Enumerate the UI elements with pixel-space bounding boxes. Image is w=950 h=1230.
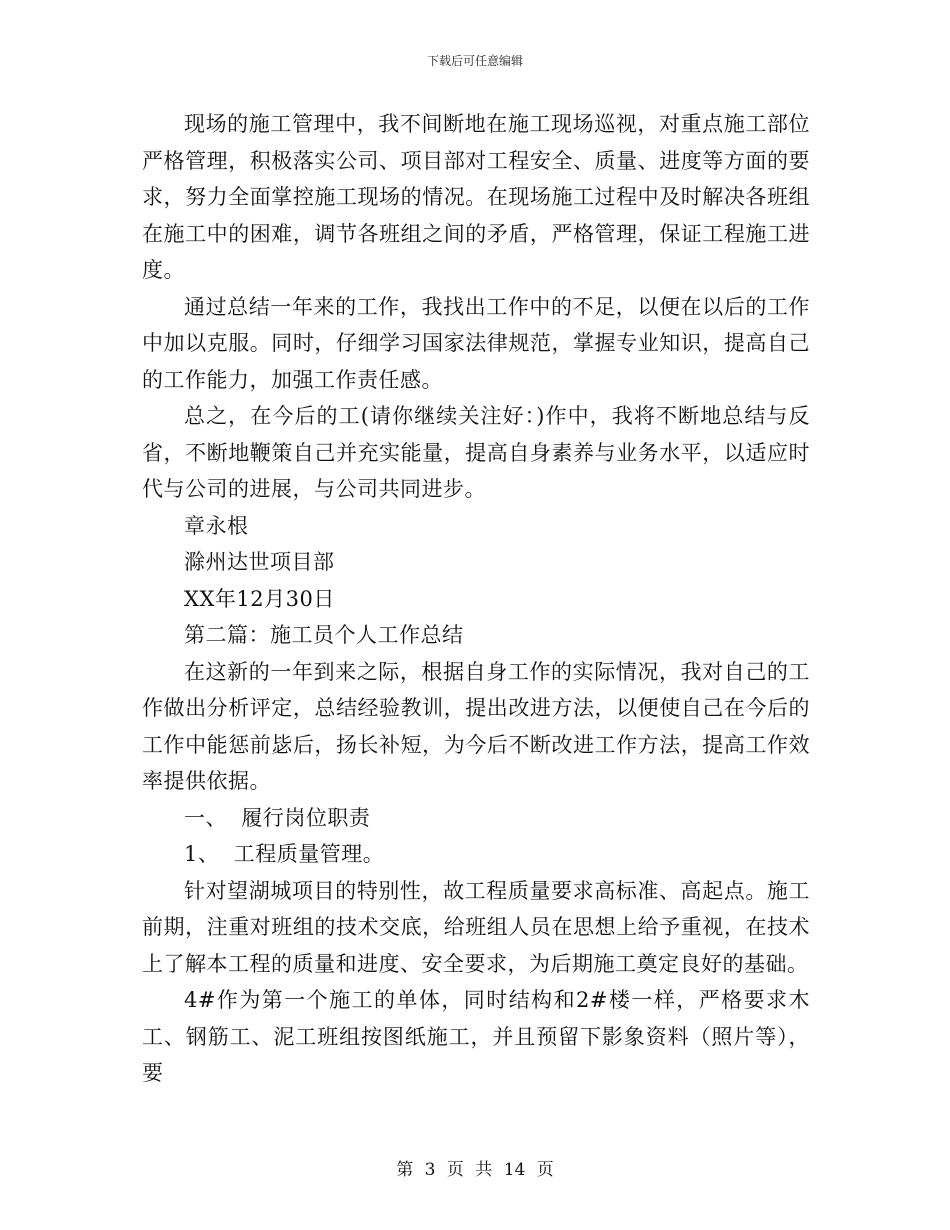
section-title: 第二篇：施工员个人工作总结: [184, 623, 464, 647]
paragraph: 总之，在今后的工(请你继续关注好：)作中，我将不断地总结与反省，不断地鞭策自己并充实能量，提高自身素养与业务水平，以适应时代与公司的进展，与公司共同进步。: [142, 404, 810, 501]
signature-organization: 滁州达世项目部: [184, 550, 335, 574]
paragraph: 现场的施工管理中，我不间断地在施工现场巡视，对重点施工部位严格管理，积极落实公司、项目部对工程安全、质量、进度等方面的要求，努力全面掌控施工现场的情况。在现场施工过程中及时解决各班组在施工中的困难，调节各班组之间的矛盾，严格管理，保证工程施工进度。: [142, 112, 810, 282]
paragraph: 在这新的一年到来之际，根据自身工作的实际情况，我对自己的工作做出分析评定，总结经验教训，提出改进方法，以便使自己在今后的工作中能惩前毖后，扬长补短，为今后不断改进工作方法，提高工作效率提供依据。: [142, 659, 810, 793]
page-footer: 第 3 页 共 14 页: [396, 1160, 554, 1180]
paragraph: 针对望湖城项目的特别性，故工程质量要求高标准、高起点。施工前期，注重对班组的技术交底，给班组人员在思想上给予重视，在技术上了解本工程的质量和进度、安全要求，为后期施工奠定良好的基础。: [142, 878, 810, 976]
paragraph: 4#作为第一个施工的单体，同时结构和2#楼一样，严格要求木工、钢筋工、泥工班组按图纸施工，并且预留下影象资料（照片等），要: [142, 988, 810, 1085]
paragraph: 通过总结一年来的工作，我找出工作中的不足，以便在以后的工作中加以克服。同时，仔细学习国家法律规范，掌握专业知识，提高自己的工作能力，加强工作责任感。: [142, 294, 810, 392]
heading-level-2: 1、 工程质量管理。: [184, 842, 385, 866]
heading-level-1: 一、 履行岗位职责: [184, 805, 371, 830]
page-header: 下载后可任意编辑: [426, 54, 523, 68]
signature-name: 章永根: [184, 513, 249, 538]
document-body: [142, 106, 810, 1092]
signature-date: XX年12月30日: [184, 586, 335, 611]
